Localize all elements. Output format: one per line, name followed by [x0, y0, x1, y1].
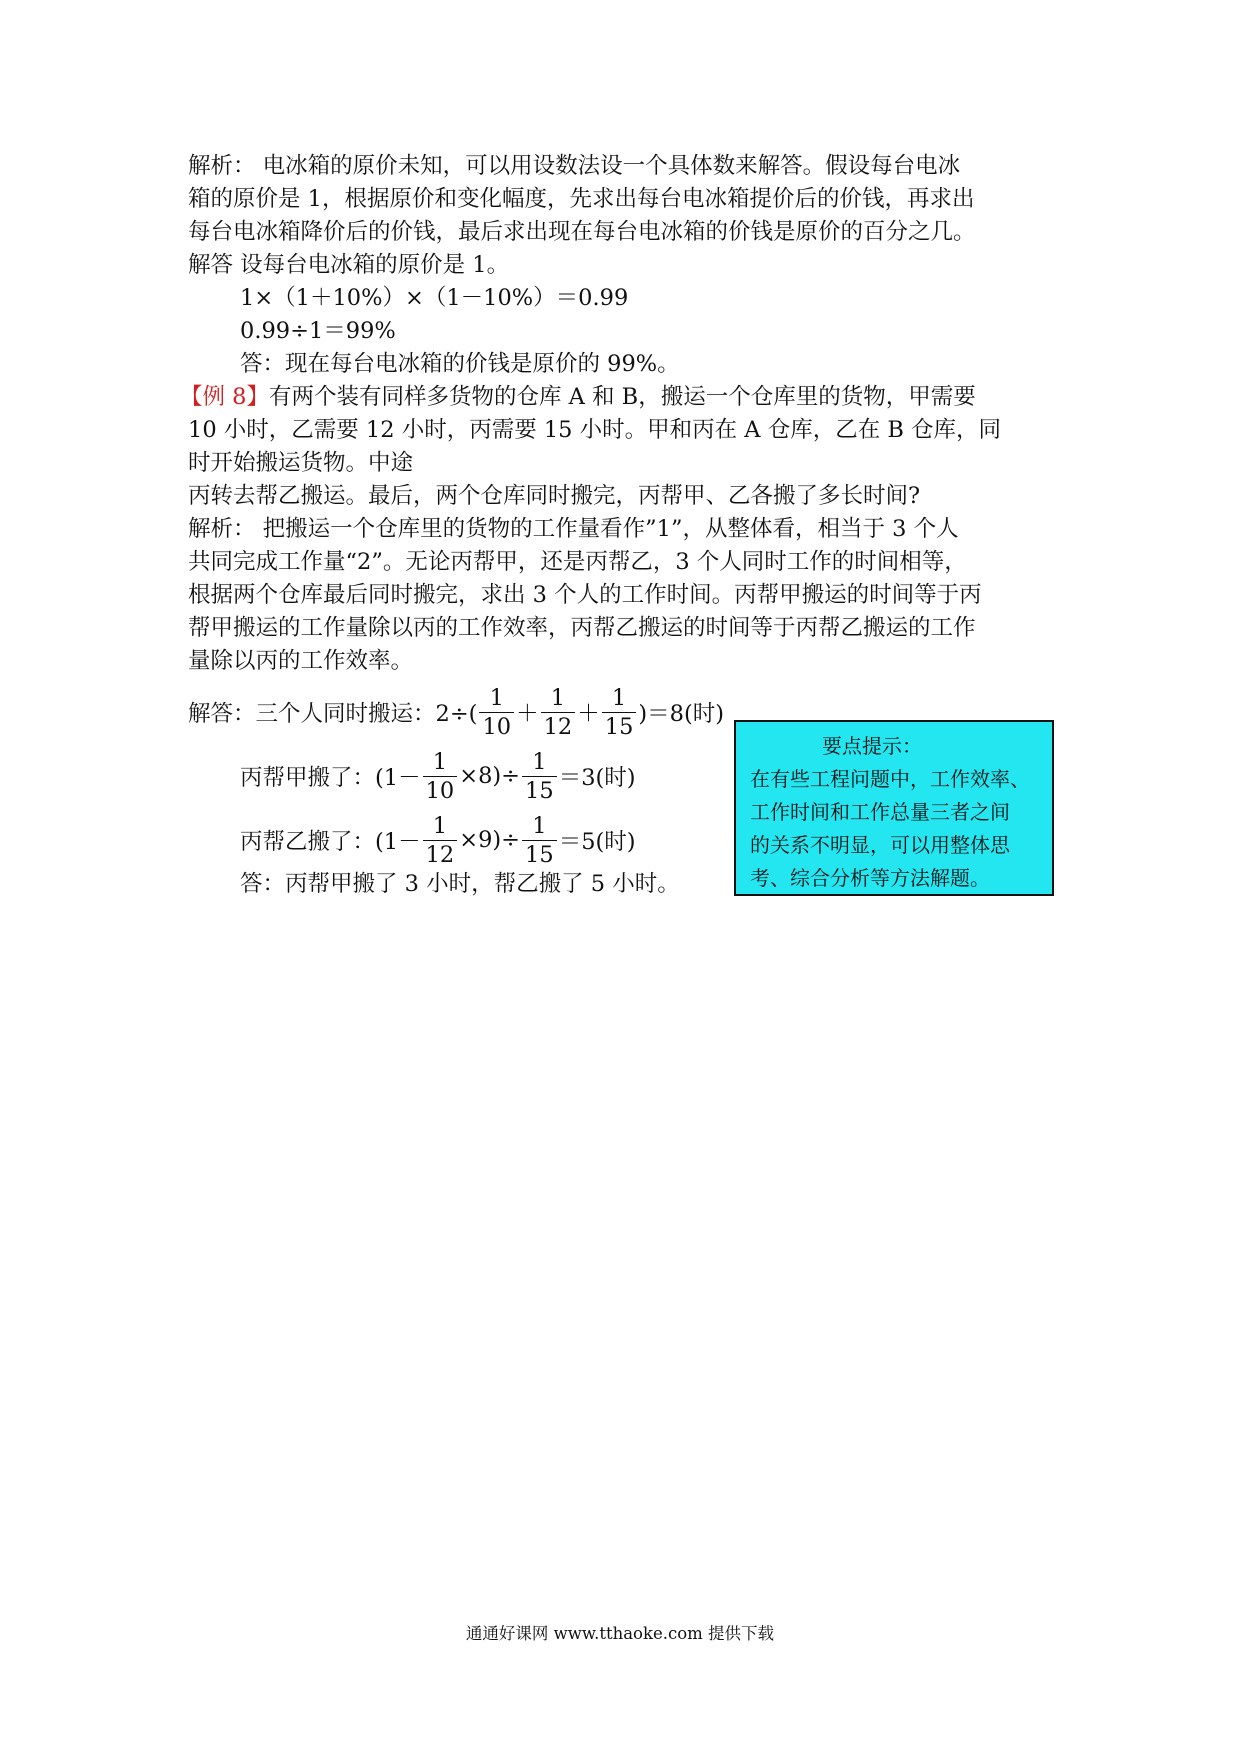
- equation-line-2: 0.99÷1＝99%: [240, 318, 396, 344]
- example-8-analysis-4: 帮甲搬运的工作量除以丙的工作效率，丙帮乙搬运的时间等于丙帮乙搬运的工作: [188, 615, 976, 641]
- key-points-line-1: 在有些工程问题中，工作效率、: [750, 767, 1030, 791]
- final-answer: 答：丙帮甲搬了 3 小时，帮乙搬了 5 小时。: [240, 871, 680, 897]
- example-8-analysis-5: 量除以丙的工作效率。: [188, 648, 414, 674]
- solution-equation-1: 解答：三个人同时搬运：2÷( $\frac{1}{10}$ ＋ $\frac{1}{12}$ ＋ $\frac{1}{15}$ )＝8(时): [188, 684, 725, 740]
- fraction-1-12: $\frac{1}{12}$: [541, 684, 576, 741]
- fraction-1-10: $\frac{1}{10}$: [423, 748, 458, 805]
- key-points-title: 要点提示：: [822, 734, 922, 758]
- example-8-line-3: 时开始搬运货物。中途: [188, 450, 414, 476]
- fraction-1-15: $\frac{1}{15}$: [522, 748, 557, 805]
- key-points-line-2: 工作时间和工作总量三者之间: [750, 800, 1010, 824]
- solution-line: 解答 设每台电冰箱的原价是 1。: [188, 252, 510, 278]
- example-8-line-1: [180, 381, 976, 413]
- solution-equation-3: 丙帮乙搬了：(1－ $\frac{1}{12}$ ×9)÷ $\frac{1}{15}$ ＝5(时): [240, 812, 636, 868]
- example-text: 有两个装有同样多货物的仓库 A 和 B，搬运一个仓库里的货物，甲需要: [268, 384, 976, 410]
- key-points-box: [734, 720, 1054, 896]
- fraction-1-12: $\frac{1}{12}$: [423, 812, 458, 869]
- equation-line-1: 1×（1＋10%）×（1－10%）＝0.99: [240, 285, 629, 311]
- example-8-analysis-3: 根据两个仓库最后同时搬完，求出 3 个人的工作时间。丙帮甲搬运的时间等于丙: [188, 582, 982, 608]
- analysis-line-3: 每台电冰箱降价后的价钱，最后求出现在每台电冰箱的价钱是原价的百分之几。: [188, 219, 976, 245]
- example-label: 【例 8】: [180, 384, 269, 410]
- example-8-line-4: 丙转去帮乙搬运。最后，两个仓库同时搬完，丙帮甲、乙各搬了多长时间?: [188, 483, 921, 509]
- key-points-line-3: 的关系不明显，可以用整体思: [750, 833, 1010, 857]
- solution-equation-2: 丙帮甲搬了：(1－ $\frac{1}{10}$ ×8)÷ $\frac{1}{15}$ ＝3(时): [240, 748, 636, 804]
- page-footer: 通通好课网 www.tthaoke.com 提供下载: [465, 1624, 775, 1643]
- example-8-analysis-2: 共同完成工作量“2”。无论丙帮甲，还是丙帮乙，3 个人同时工作的时间相等，: [188, 549, 967, 575]
- example-8-analysis-1: 解析： 把搬运一个仓库里的货物的工作量看作”1”，从整体看，相当于 3 个人: [188, 516, 959, 542]
- key-points-line-4: 考、综合分析等方法解题。: [750, 866, 990, 890]
- example-8-line-2: 10 小时，乙需要 12 小时，丙需要 15 小时。甲和丙在 A 仓库，乙在 B 仓库，同: [188, 417, 1002, 443]
- analysis-line-2: 箱的原价是 1，根据原价和变化幅度，先求出每台电冰箱提价后的价钱，再求出: [188, 186, 975, 212]
- analysis-line-1: 解析： 电冰箱的原价未知，可以用设数法设一个具体数来解答。假设每台电冰: [188, 153, 961, 179]
- fraction-1-10: $\frac{1}{10}$: [479, 684, 514, 741]
- fraction-1-15: $\frac{1}{15}$: [602, 684, 637, 741]
- answer-line: 答：现在每台电冰箱的价钱是原价的 99%。: [240, 351, 680, 377]
- fraction-1-15: $\frac{1}{15}$: [522, 812, 557, 869]
